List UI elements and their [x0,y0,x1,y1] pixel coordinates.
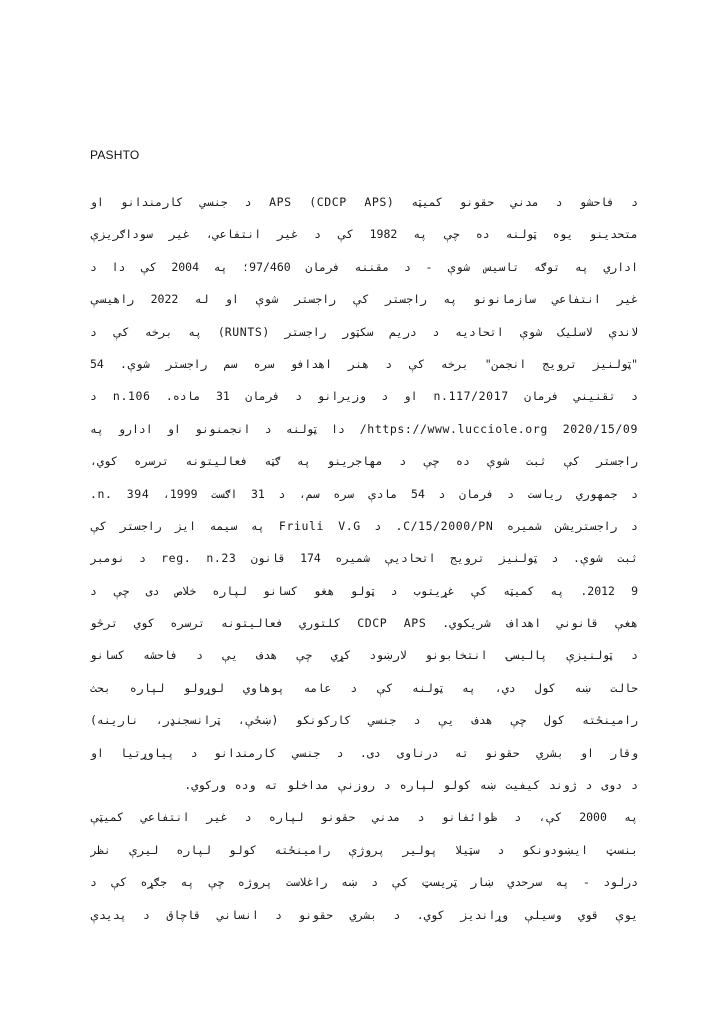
text-line: وقار او بشري حقونو ته درناوی دی. د جنسي کارمندانو د پیاوړتیا او [90,745,638,760]
text-line: هغې قانوني اهداف شریکوي. CDCP APS کلتوري فعالیتونه ترسره کوي ترڅو [90,616,638,631]
text-line: ثبت شوې. د ټولنیز ترویج اتحادیې شمیره 174 قانون reg. n.23 د نومبر [90,551,638,566]
text-line: حالت ښه کول دي، په ټولنه کې د عامه پوهاوي لوړولو لپاره بحث [90,680,638,695]
text-line: د فاحشو د مدني حقونو کمیټه APS (CDCP APS) د جنسي کارمندانو او [90,195,638,209]
text-line: متحدینو یوه ټولنه ده چې په 1982 کې د غیر انتفاعي، غیر سوداګریزې [90,227,638,242]
text-line: 9 2012. په کمیټه کې غړیتوب د ټولو هغو کسانو لپاره خلاص دی چې د [90,583,638,598]
text-line: رامینځته کول چې هدف یې د جنسي کارکونکو (ښځې، ټرانسجنډر، نارینه) [90,713,638,728]
text-line: اداري په توګه تاسیس شوې - د مقننه فرمان 97/460؛ په 2004 کې دا د [90,259,638,274]
text-line: د راجستریشن شمیره C/15/2000/PN. د Friuli V.G په سیمه ایز راجستر کې [90,518,638,533]
text-line: د تقنیني فرمان n.117/2017 او د وزیرانو د فرمان 31 ماده. n.106 د [90,389,638,404]
text-line: په 2000 کې، د ظوائفانو د مدني حقونو لپاره د غیر انتفاعي کمیټې [90,810,638,825]
language-heading: PASHTO [90,148,140,162]
text-line: د ټولنیزې پالیسۍ انتخابونو لارښود کړي چې هدف یې د فاحشه کسانو [90,648,638,663]
text-line: "ټولنیز ترویج انجمن" برخه کې د هنر اهدافو سره سم راجستر شوې. 54 [90,356,638,371]
text-line: راجستر کې ثبت شوې ده چې د مهاجرینو په ګټه فعالیتونه ترسره کوي، [90,454,638,469]
text-line: درلود - په سرحدي ښار ټریسټ کې د ښه راغلاست پروژه چې په جګړه کې د [90,875,638,890]
text-line: بنسټ ایښودونکو د سټیلا پولیر پروژې رامینځته کولو لپاره لیرې نظر [90,842,638,857]
text-line: د دوی د ژوند کیفیت ښه کولو لپاره د روزنې مداخلو ته وده ورکوي. [184,778,638,793]
text-line: غیر انتفاعي سازمانونو په راجستر کې راجستر شوې او له 2022 راهیسې [90,292,638,307]
text-line: لاندې لاسلیک شوې اتحادیه د دریم سکټور راجستر (RUNTS) په برخه کې د [90,324,638,339]
text-line: د جمهوري ریاست د فرمان د 54 مادې سره سم، د 31 اګست 1999، n. 394. [90,486,638,501]
body-text [90,186,638,931]
text-line: یوې قوي وسیلې وړاندیز کوي. د بشري حقونو د انساني قاچاق د پدیدې [90,907,638,922]
text-line: 2020/15/09 https://www.lucciole.org/ دا ټولنه د انجمنونو او ادارو په [90,421,638,436]
